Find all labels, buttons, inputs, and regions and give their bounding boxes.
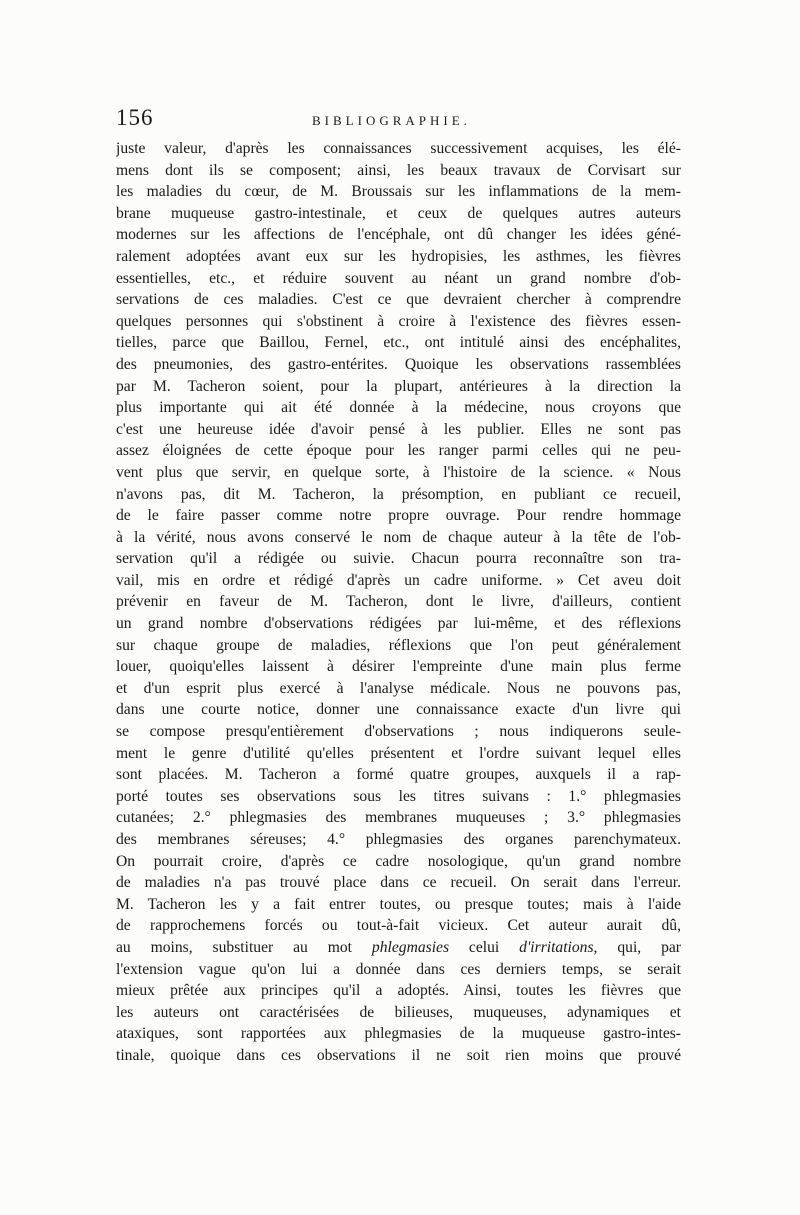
text-line: On pourrait croire, d'après ce cadre nosologique, qu'un grand nombre (116, 852, 681, 870)
text-line: essentielles, etc., et réduire souvent au néant un grand nombre d'ob- (116, 269, 681, 287)
text-line: ataxiques, sont rapportées aux phlegmasies de la muqueuse gastro-intes- (116, 1025, 681, 1043)
text-line: dans une courte notice, donner une connaissance exacte d'un livre qui (116, 701, 681, 719)
text-line: les auteurs ont caractérisées de bilieuses, muqueuses, adynamiques et (116, 1003, 681, 1021)
text-line: c'est une heureuse idée d'avoir pensé à les publier. Elles ne sont pas (116, 420, 681, 438)
text-line: porté toutes ses observations sous les titres suivans : 1.° phlegmasies (116, 787, 681, 805)
text-line: plus importante qui ait été donnée à la médecine, nous croyons que (116, 399, 681, 417)
text-line: servations de ces maladies. C'est ce que devraient chercher à comprendre (116, 291, 681, 309)
text-line: servation qu'il a rédigée ou suivie. Chacun pourra reconnaître son tra- (116, 550, 681, 568)
text-line: l'extension vague qu'on lui a donnée dans ces derniers temps, se serait (116, 960, 681, 978)
text-line: vail, mis en ordre et rédigé d'après un cadre uniforme. » Cet aveu doit (116, 571, 681, 589)
text-line: de rapprochemens forcés ou tout-à-fait vicieux. Cet auteur aurait dû, (116, 917, 681, 935)
text-line: quelques personnes qui s'obstinent à croire à l'existence des fièvres essen- (116, 312, 681, 330)
text-line: sont placées. M. Tacheron a formé quatre groupes, auxquels il a rap- (116, 766, 681, 784)
text-line: tinale, quoique dans ces observations il ne soit rien moins que prouvé (116, 1046, 681, 1064)
text-line: se compose presqu'entièrement d'observations ; nous indiquerons seule- (116, 723, 681, 741)
text-line: des membranes séreuses; 4.° phlegmasies des organes parenchymateux. (116, 831, 681, 848)
text-line: ment le genre d'utilité qu'elles présentent et l'ordre suivant lequel elles (116, 744, 681, 762)
text-line: brane muqueuse gastro-intestinale, et ceux de quelques autres auteurs (116, 204, 681, 222)
text-line: à la vérité, nous avons conservé le nom de chaque auteur à la tête de l'ob- (116, 528, 681, 546)
text-line: de maladies n'a pas trouvé place dans ce recueil. On serait dans l'erreur. (116, 874, 681, 892)
text-line: de le faire passer comme notre propre ouvrage. Pour rendre hommage (116, 507, 681, 525)
text-line: louer, quoiqu'elles laissent à désirer l'empreinte d'une main plus ferme (116, 658, 681, 676)
text-line: n'avons pas, dit M. Tacheron, la présomption, en publiant ce recueil, (116, 485, 681, 503)
text-line: des pneumonies, des gastro-entérites. Quoique les observations rassemblées (116, 355, 681, 373)
text-line: assez éloignées de cette époque pour les ranger parmi celles qui ne peu- (116, 442, 681, 460)
text-line: mens dont ils se composent; ainsi, les beaux travaux de Corvisart sur (116, 161, 681, 179)
text-line: M. Tacheron les y a fait entrer toutes, ou presque toutes; mais à l'aide (116, 895, 681, 913)
text-line: juste valeur, d'après les connaissances successivement acquises, les élé- (116, 140, 681, 157)
text-line: modernes sur les affections de l'encéphale, ont dû changer les idées géné- (116, 226, 681, 244)
text-line: par M. Tacheron soient, pour la plupart, antérieures à la direction la (116, 377, 681, 395)
text-line: ralement adoptées avant eux sur les hydropisies, les asthmes, les fièvres (116, 247, 681, 265)
text-line: cutanées; 2.° phlegmasies des membranes muqueuses ; 3.° phlegmasies (116, 809, 681, 827)
text-line: tielles, parce que Baillou, Fernel, etc., ont intitulé ainsi des encéphalites, (116, 334, 681, 352)
page-number: 156 (116, 105, 154, 130)
body-text (116, 138, 681, 1067)
text-line: prévenir en faveur de M. Tacheron, dont le livre, d'ailleurs, contient (116, 593, 681, 611)
text-line: sur chaque groupe de maladies, réflexions que l'on peut généralement (116, 636, 681, 654)
text-line: les maladies du cœur, de M. Broussais sur les inflammations de la mem- (116, 183, 681, 201)
page-header (116, 105, 681, 135)
text-line: mieux prêtée aux principes qu'il a adoptés. Ainsi, toutes les fièvres que (116, 982, 681, 1000)
text-line: et d'un esprit plus exercé à l'analyse médicale. Nous ne pouvons pas, (116, 679, 681, 697)
text-line: un grand nombre d'observations rédigées par lui-même, et des réflexions (116, 615, 681, 633)
running-head: BIBLIOGRAPHIE. (312, 113, 471, 128)
text-line: au moins, substituer au mot phlegmasies celui d'irritations, qui, par (116, 938, 681, 956)
text-line: vent plus que servir, en quelque sorte, à l'histoire de la science. « Nous (116, 463, 681, 481)
